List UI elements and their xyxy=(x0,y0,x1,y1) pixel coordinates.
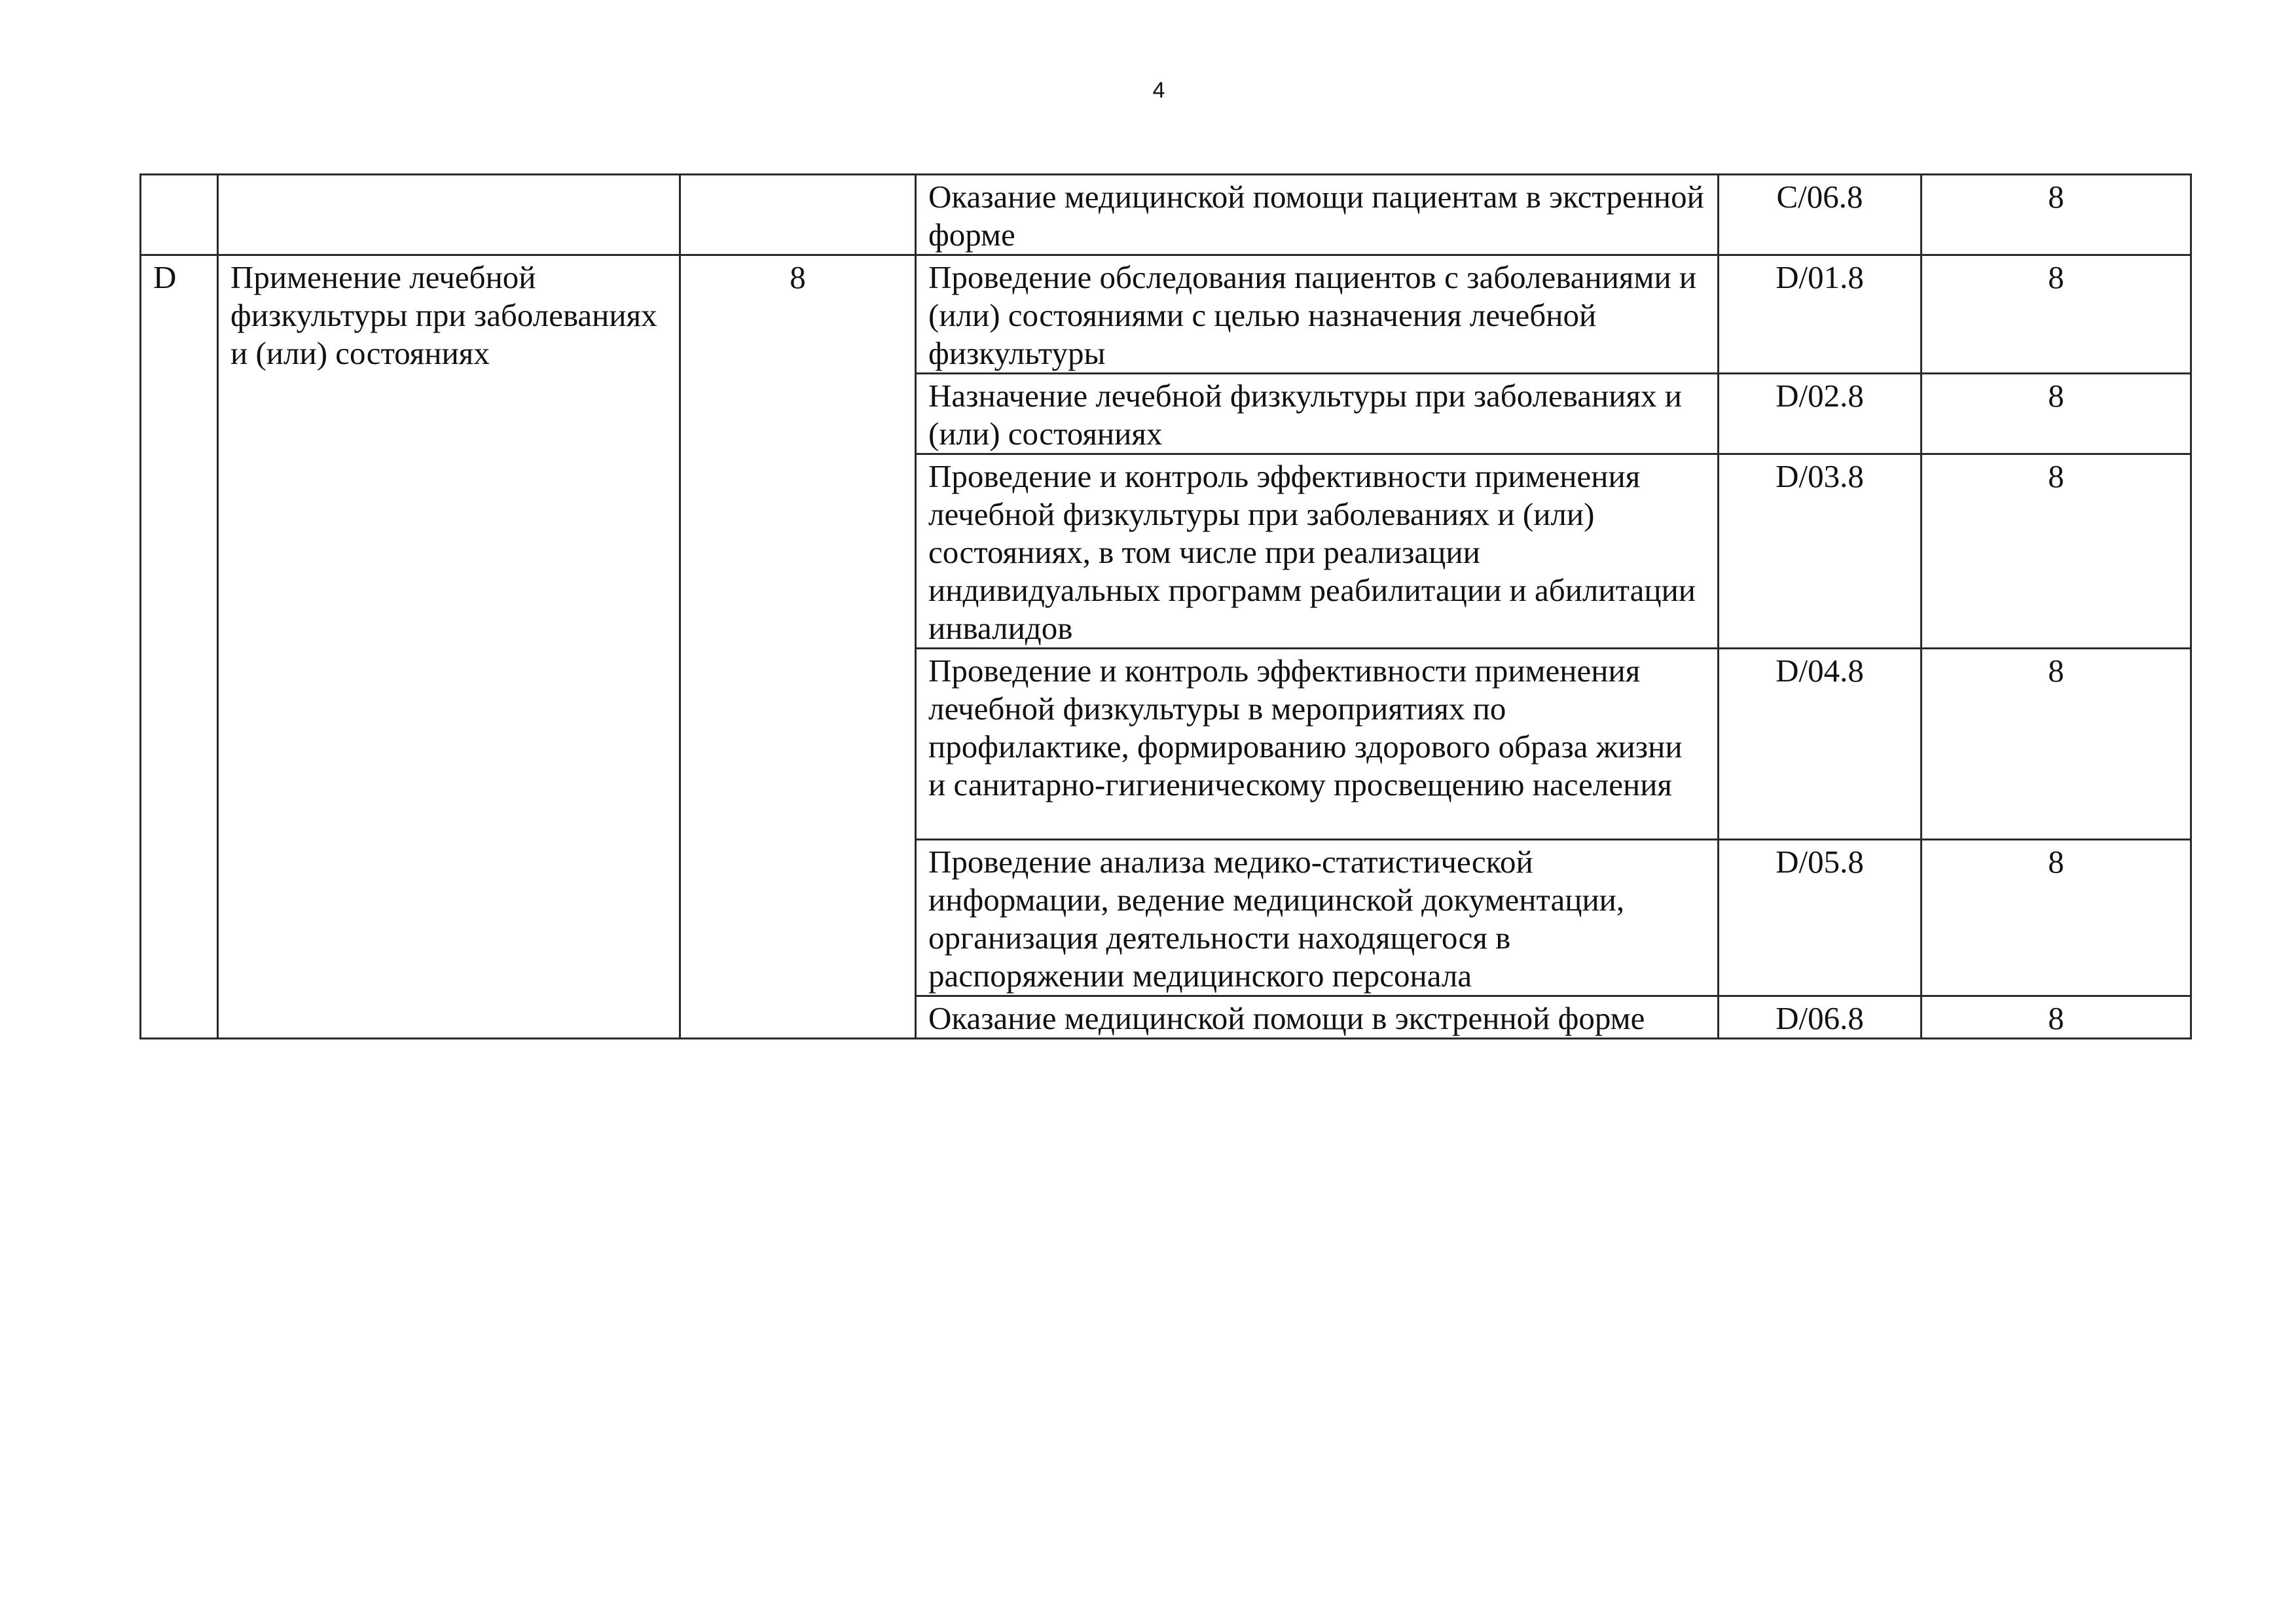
function-name-cell: Проведение и контроль эффективности применения лечебной физкультуры при заболеваниях и (или) состояниях, в том числе при реализации индивидуальных программ реабилитации и абилитации инвалидов xyxy=(916,454,1719,649)
function-name-cell: Оказание медицинской помощи в экстренной форме xyxy=(916,996,1719,1039)
function-code-cell: D/06.8 xyxy=(1719,996,1922,1039)
function-name-cell: Проведение и контроль эффективности применения лечебной физкультуры в мероприятиях по профилактике, формированию здорового образа жизни и санитарно-гигиеническому просвещению населения xyxy=(916,649,1719,840)
group-name-cell: Применение лечебной физкультуры при заболеваниях и (или) состояниях xyxy=(218,255,680,1039)
function-level-cell: 8 xyxy=(1922,374,2191,454)
function-level-cell: 8 xyxy=(1922,649,2191,840)
function-level-cell: 8 xyxy=(1922,996,2191,1039)
function-code-cell: D/05.8 xyxy=(1719,840,1922,996)
function-code-cell: D/02.8 xyxy=(1719,374,1922,454)
function-level-cell: 8 xyxy=(1922,255,2191,374)
group-code-cell: D xyxy=(141,255,218,1039)
function-name-cell: Назначение лечебной физкультуры при заболеваниях и (или) состояниях xyxy=(916,374,1719,454)
function-level-cell: 8 xyxy=(1922,454,2191,649)
table-row xyxy=(141,255,2191,374)
function-level-cell: 8 xyxy=(1922,175,2191,255)
function-code-cell: C/06.8 xyxy=(1719,175,1922,255)
function-code-cell: D/03.8 xyxy=(1719,454,1922,649)
group-level-cell: 8 xyxy=(680,255,916,1039)
function-name-cell: Проведение анализа медико-статистической информации, ведение медицинской документации, организация деятельности находящегося в распоряжении медицинского персонала xyxy=(916,840,1719,996)
function-code-cell: D/04.8 xyxy=(1719,649,1922,840)
empty-code-cell xyxy=(141,175,218,255)
table-row-continuation xyxy=(141,175,2191,255)
function-name-cell: Проведение обследования пациентов с заболеваниями и (или) состояниями с целью назначения лечебной физкультуры xyxy=(916,255,1719,374)
function-name-cell: Оказание медицинской помощи пациентам в экстренной форме xyxy=(916,175,1719,255)
functions-table xyxy=(139,173,2192,1039)
function-code-cell: D/01.8 xyxy=(1719,255,1922,374)
function-level-cell: 8 xyxy=(1922,840,2191,996)
page-number: 4 xyxy=(1152,78,1165,103)
empty-level-cell xyxy=(680,175,916,255)
empty-name-cell xyxy=(218,175,680,255)
